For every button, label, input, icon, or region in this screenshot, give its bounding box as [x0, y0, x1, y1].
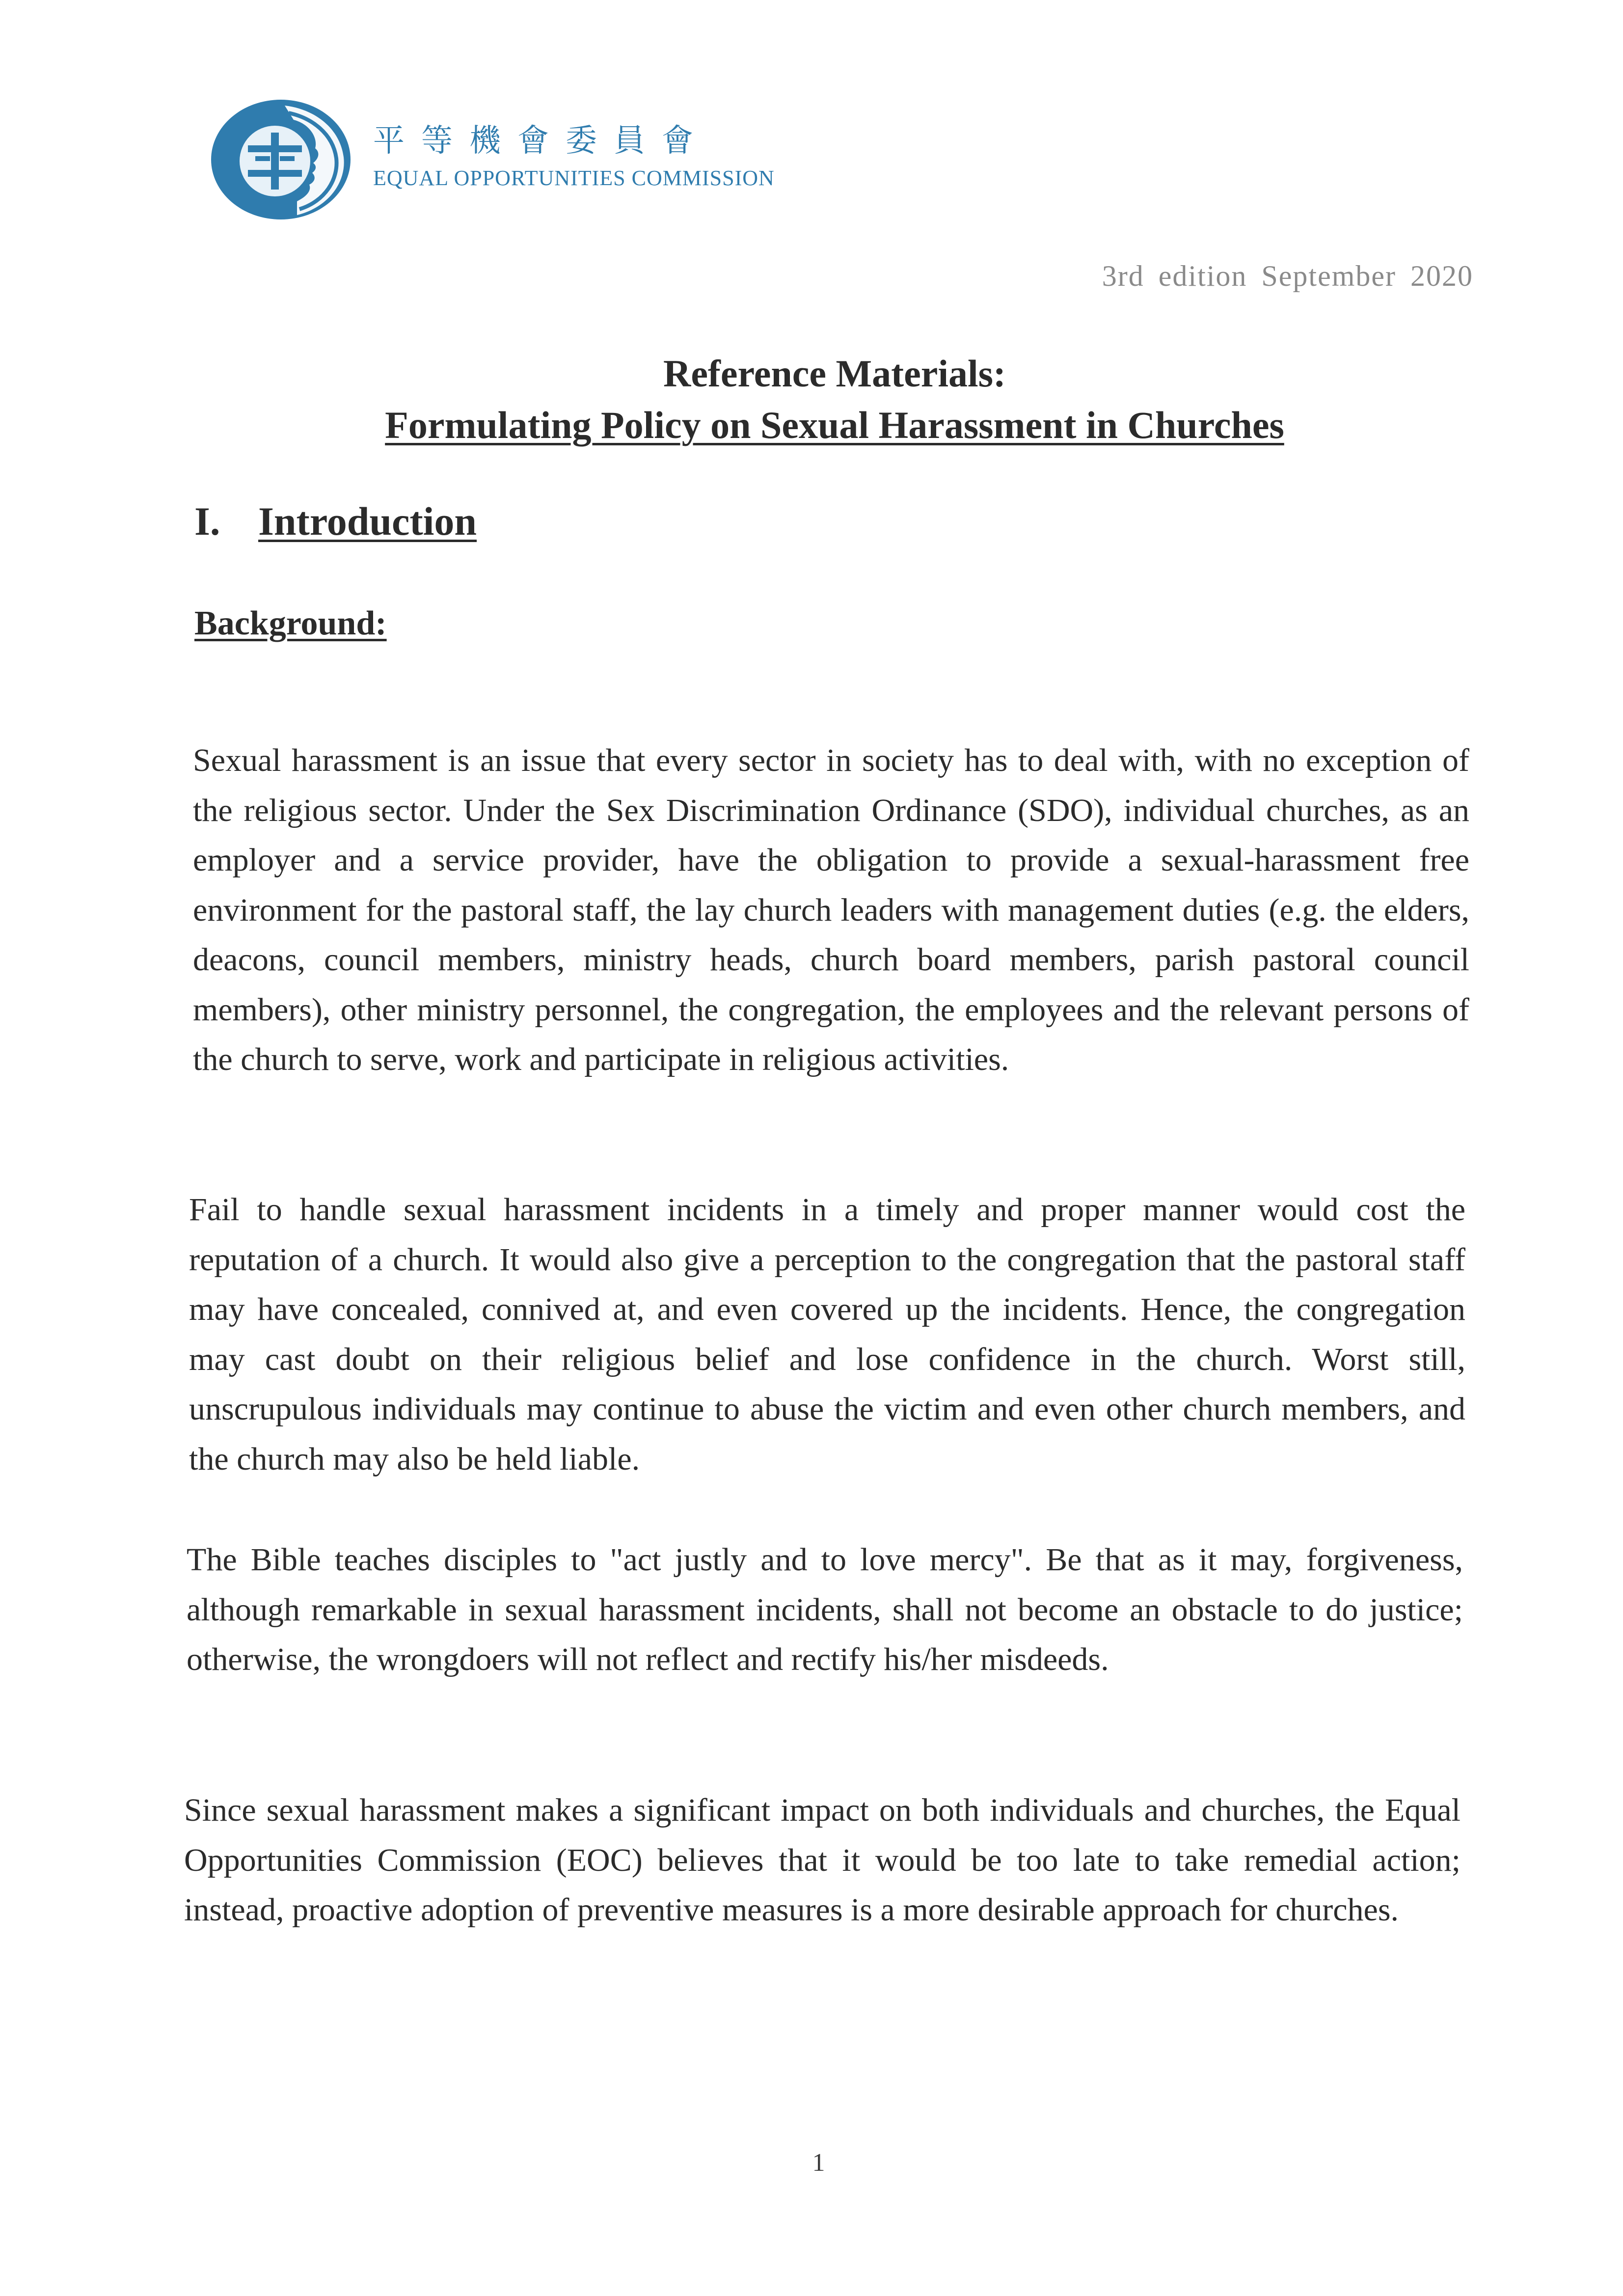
section-heading	[194, 498, 477, 545]
paragraph-3: The Bible teaches disciples to "act justly and to love mercy". Be that as it may, forgiveness, although remarkable in sexual harassment incidents, shall not become an obstacle to do justice; otherwise, the wrongdoers will not reflect and rectify his/her misdeeds.	[187, 1542, 1463, 1677]
eoc-logo-icon	[211, 98, 358, 221]
org-names	[373, 125, 775, 191]
title-line-1: Reference Materials:	[663, 352, 1006, 395]
edition-date: 3rd edition September 2020	[1102, 260, 1473, 292]
subheading-background: Background:	[194, 604, 387, 642]
section-title: Introduction	[258, 499, 477, 544]
document-title	[0, 348, 1623, 451]
section-number: I.	[194, 499, 220, 544]
org-name-english: EQUAL OPPORTUNITIES COMMISSION	[373, 166, 775, 190]
title-line-2: Formulating Policy on Sexual Harassment in Churches	[385, 404, 1284, 446]
org-name-chinese: 平等機會委員會	[373, 123, 710, 159]
paragraph-2: Fail to handle sexual harassment incidents in a timely and proper manner would cost the reputation of a church. It would also give a perception to the congregation that the pastoral staff may have concealed, connived at, and even covered up the incidents. Hence, the congregation may cast doubt on their religious belief and lose confidence in the church. Worst still, unscrupulous individuals may continue to abuse the victim and even other church members, and the church may also be held liable.	[189, 1192, 1465, 1477]
paragraph-1: Sexual harassment is an issue that every sector in society has to deal with, with no exception of the religious sector. Under the Sex Discrimination Ordinance (SDO), individual churches, as an employer and a service provider, have the obligation to provide a sexual-harassment free environment for the pastoral staff, the lay church leaders with management duties (e.g. the elders, deacons, council members, ministry heads, church board members, parish pastoral council members), other ministry personnel, the congregation, the employees and the relevant persons of the church to serve, work and participate in religious activities.	[193, 742, 1469, 1077]
page-number: 1	[812, 2149, 825, 2177]
letterhead	[211, 98, 849, 226]
paragraph-4: Since sexual harassment makes a significant impact on both individuals and churches, the Equal Opportunities Commission (EOC) believes that it would be too late to take remedial action; instead, proactive adoption of preventive measures is a more desirable approach for churches.	[184, 1792, 1461, 1928]
